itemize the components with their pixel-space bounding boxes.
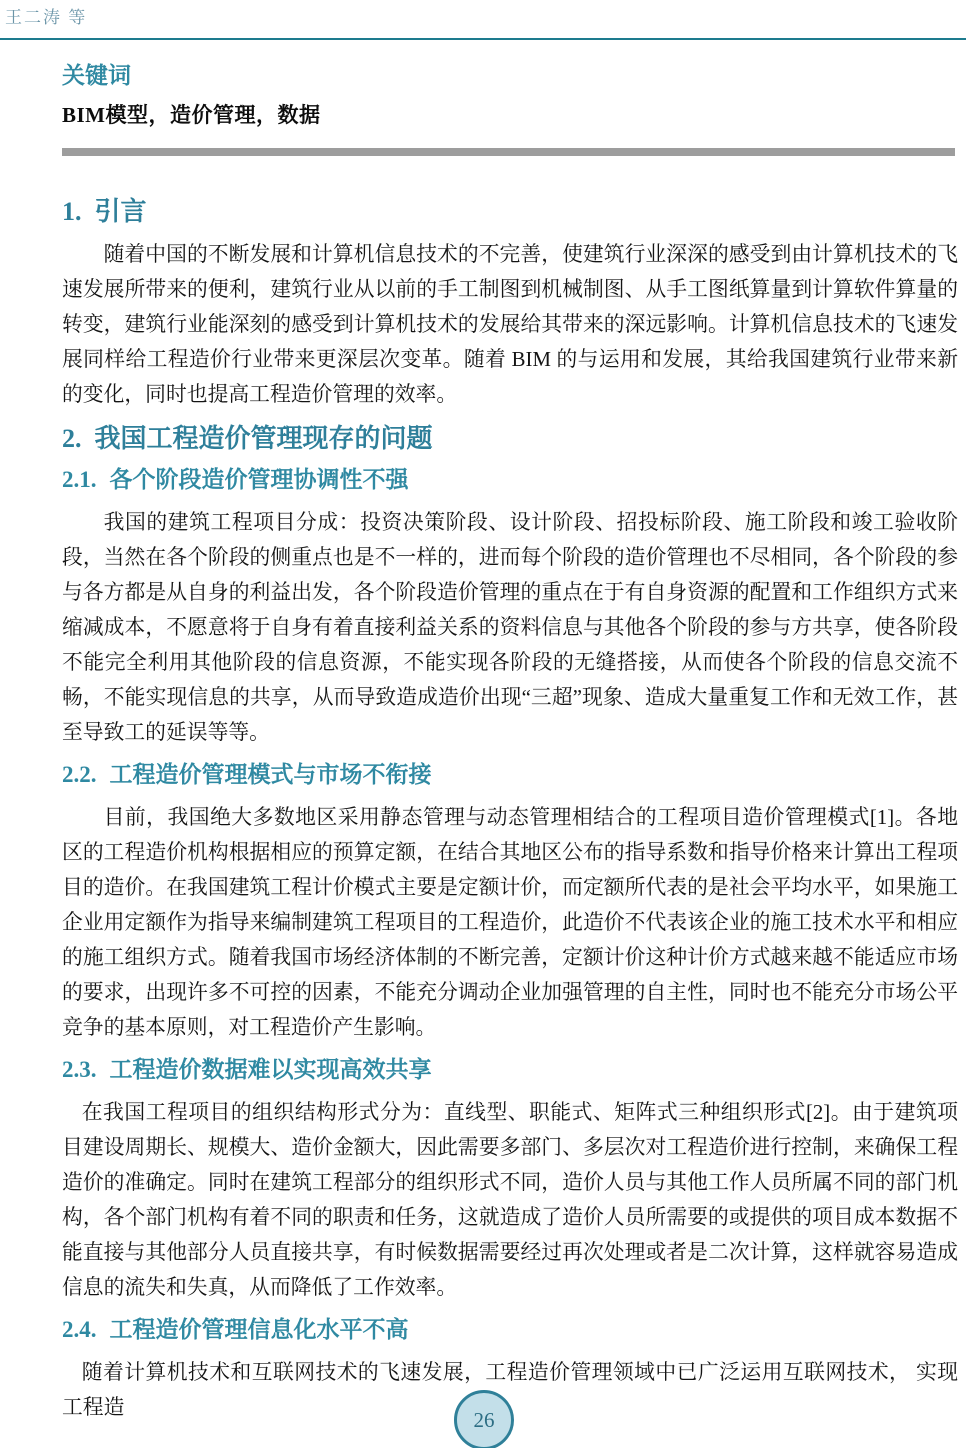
paragraph-2-1: 我国的建筑工程项目分成：投资决策阶段、设计阶段、招投标阶段、施工阶段和竣工验收阶段，当然在各个阶段的侧重点也是不一样的，进而每个阶段的造价管理也不尽相同，各个阶段的参与各方都是从自身的利益出发，各个阶段造价管理的重点在于有自身资源的配置和工作组织方式来缩减成本，不愿意将于自身有着直接利益关系的资料信息与其他各个阶段的参与方共享，使各阶段不能完全利用其他阶段的信息资源，不能实现各阶段的无缝搭接，从而使各个阶段的信息交流不畅，不能实现信息的共享，从而导致造成造价出现“三超”现象、造成大量重复工作和无效工作，甚至导致工的延误等等。: [62, 511, 958, 744]
section-heading-2-3: [62, 1054, 958, 1085]
header-author: 王二涛 等: [5, 8, 88, 27]
section-divider-bar: [62, 148, 955, 156]
section-number: 2.: [62, 424, 82, 453]
paragraph-intro: 随着中国的不断发展和计算机信息技术的不完善，使建筑行业深深的感受到由计算机技术的飞速发展所带来的便利，建筑行业从以前的手工制图到机械制图、从手工图纸算量到计算软件算量的转变，建筑行业能深刻的感受到计算机技术的发展给其带来的深远影响。计算机信息技术的飞速发展同样给工程造价行业带来更深层次变革。随着 BIM 的与运用和发展，其给我国建筑行业带来新的变化，同时也提高工程造价管理的效率。: [62, 243, 958, 406]
section-heading-2-4: [62, 1314, 958, 1345]
section-number: 2.1.: [62, 467, 97, 492]
section-title: 引言: [94, 196, 147, 226]
section-title: 我国工程造价管理现存的问题: [94, 423, 433, 453]
section-title: 工程造价管理模式与市场不衔接: [109, 761, 432, 787]
section-title: 各个阶段造价管理协调性不强: [109, 466, 409, 492]
section-title: 工程造价管理信息化水平不高: [109, 1316, 409, 1342]
section-heading-2-1: [62, 464, 958, 495]
header-rule-line: [0, 38, 966, 40]
section-heading-2: [62, 421, 958, 456]
section-title: 工程造价数据难以实现高效共享: [109, 1056, 432, 1082]
section-number: 2.4.: [62, 1317, 97, 1342]
keywords-text: BIM模型，造价管理，数据: [62, 103, 321, 127]
page-number-badge: [454, 1390, 514, 1448]
paragraph-2-3: 在我国工程项目的组织结构形式分为：直线型、职能式、矩阵式三种组织形式[2]。由于建筑项目建设周期长、规模大、造价金额大，因此需要多部门、多层次对工程造价进行控制，来确保工程造价的准确定。同时在建筑工程部分的组织形式不同，造价人员与其他工作人员所属不同的部门机构，各个部门机构有着不同的职责和任务，这就造成了造价人员所需要的或提供的项目成本数据不能直接与其他部分人员直接共享，有时候数据需要经过再次处理或者是二次计算，这样就容易造成信息的流失和失真，从而降低了工作效率。: [62, 1101, 958, 1299]
paper-body: [62, 194, 958, 1434]
keywords-heading: 关键词: [62, 62, 131, 88]
section-heading-2-2: [62, 759, 958, 790]
running-header: [5, 3, 87, 28]
section-number: 1.: [62, 197, 82, 226]
section-number: 2.3.: [62, 1057, 97, 1082]
section-heading-1: [62, 194, 958, 229]
section-number: 2.2.: [62, 762, 97, 787]
paragraph-2-2: 目前，我国绝大多数地区采用静态管理与动态管理相结合的工程项目造价管理模式[1]。各地区的工程造价机构根据相应的预算定额，在结合其地区公布的指导系数和指导价格来计算出工程项目的造价。在我国建筑工程计价模式主要是定额计价，而定额所代表的是社会平均水平，如果施工企业用定额作为指导来编制建筑工程项目的工程造价，此造价不代表该企业的施工技术水平和相应的施工组织方式。随着我国市场经济体制的不断完善，定额计价这种计价方式越来越不能适应市场的要求，出现许多不可控的因素，不能充分调动企业加强管理的自主性，同时也不能充分市场公平竞争的基本原则，对工程造价产生影响。: [62, 806, 958, 1039]
paragraph-2-4: 随着计算机技术和互联网技术的飞速发展，工程造价管理领域中已广泛运用互联网技术， 实现工程造: [62, 1361, 958, 1419]
page-number: 26: [473, 1407, 495, 1432]
